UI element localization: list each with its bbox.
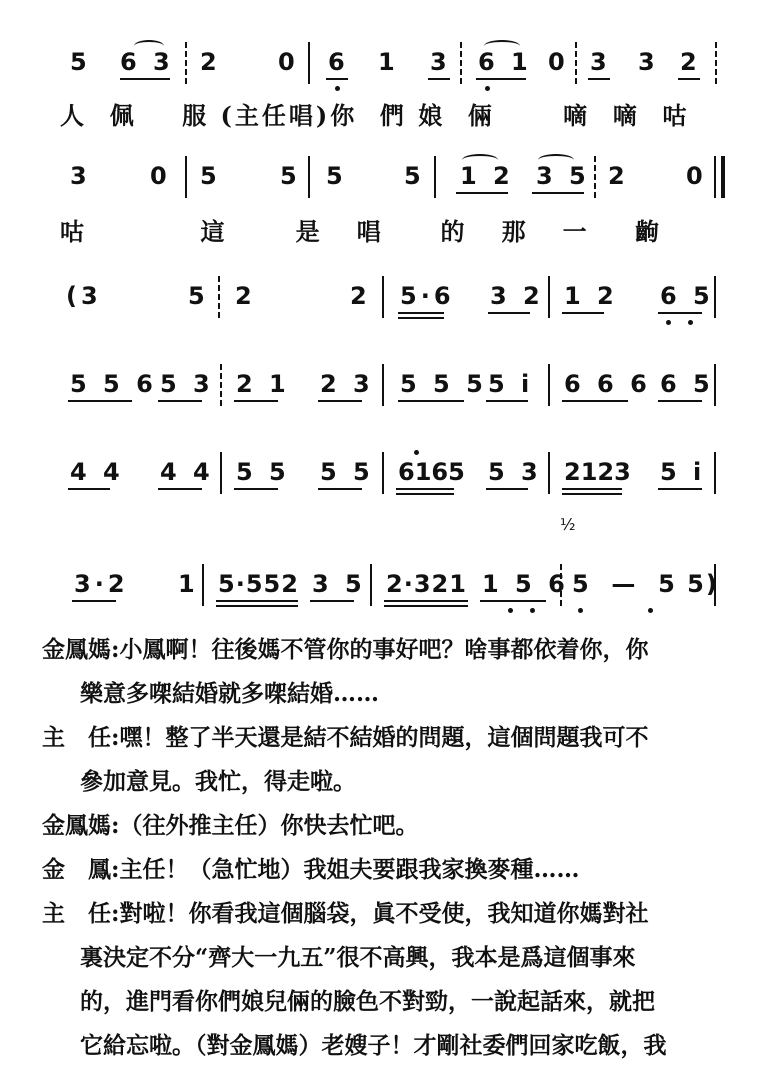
- beam: [486, 400, 528, 402]
- note: 5: [404, 162, 425, 190]
- note: 5: [326, 162, 347, 190]
- beam: [216, 605, 298, 607]
- dialogue-line: [42, 848, 742, 892]
- note: 5 i: [660, 458, 706, 486]
- dialogue-line: [42, 1024, 742, 1068]
- score-row-4: [60, 370, 740, 410]
- beam: [216, 600, 298, 602]
- score-row-1: [60, 48, 740, 88]
- beam: [234, 488, 278, 490]
- note: 5: [280, 162, 301, 190]
- note: 6: [328, 48, 349, 76]
- barline: [715, 42, 717, 84]
- beam: [398, 400, 464, 402]
- note: 5: [200, 162, 221, 190]
- barline: [714, 364, 716, 406]
- beam: [326, 78, 348, 80]
- beam: [678, 78, 700, 80]
- note: 3 2: [490, 282, 544, 310]
- note: 2·321: [386, 570, 467, 598]
- octave-dot: [648, 608, 653, 613]
- dialogue-text: 參加意見。我忙，得走啦。: [80, 768, 356, 795]
- dialogue-text: （往外推主任）你快去忙吧。: [119, 812, 419, 839]
- barline: [218, 276, 220, 318]
- beam: [68, 488, 110, 490]
- beam: [384, 600, 468, 602]
- barline: [548, 452, 550, 494]
- final-barline: [714, 156, 725, 198]
- slur: [462, 154, 498, 166]
- note: 5 — 5 5): [572, 570, 719, 598]
- beam: [398, 317, 444, 319]
- note: (3: [66, 282, 102, 310]
- note: 6 5: [660, 370, 714, 398]
- note: 5·6: [400, 282, 455, 310]
- beam: [234, 400, 278, 402]
- note: 4 4: [70, 458, 124, 486]
- slur: [538, 154, 574, 166]
- dialogue-text: 它給忘啦。（對金鳳媽）老嫂子！才剛社委們回家吃飯，我: [80, 1032, 667, 1059]
- beam: [658, 400, 702, 402]
- beam: [384, 605, 468, 607]
- beam: [318, 488, 362, 490]
- barline: [714, 276, 716, 318]
- note: 5 5 5: [400, 370, 487, 398]
- note: 5 i: [488, 370, 534, 398]
- barline: [382, 276, 384, 318]
- octave-dot: [335, 86, 340, 91]
- speaker-name: 主 任:: [42, 724, 120, 751]
- score-row-6: [60, 570, 740, 610]
- barline: [434, 156, 436, 198]
- dialogue-block: [42, 628, 742, 1068]
- beam: [562, 312, 604, 314]
- beam: [658, 312, 702, 314]
- beam: [310, 600, 354, 602]
- note: 2 3: [320, 370, 374, 398]
- note: 3: [638, 48, 659, 76]
- dialogue-text: 對啦！你看我這個腦袋，眞不受使，我知道你媽對社: [119, 900, 649, 927]
- beam: [318, 400, 362, 402]
- octave-dot: [688, 320, 693, 325]
- dialogue-line: [42, 760, 742, 804]
- dialogue-line: [42, 980, 742, 1024]
- note: 2: [608, 162, 629, 190]
- beam: [488, 312, 530, 314]
- beam: [562, 493, 622, 495]
- slur: [134, 40, 164, 52]
- note: 1: [178, 570, 199, 598]
- note: 5: [70, 48, 91, 76]
- barline: [308, 42, 310, 84]
- barline: [220, 452, 222, 494]
- note: 1 2: [564, 282, 618, 310]
- note: 2 1: [236, 370, 290, 398]
- octave-dot: [530, 608, 535, 613]
- note: 5·552: [218, 570, 299, 598]
- dialogue-text: 主任！（急忙地）我姐夫要跟我家換麥種……: [119, 856, 580, 883]
- note: 2: [350, 282, 371, 310]
- beam: [562, 488, 622, 490]
- note: 3 5: [536, 162, 590, 190]
- note: 5 5: [236, 458, 290, 486]
- barline: [370, 564, 372, 606]
- note: 5: [188, 282, 209, 310]
- dialogue-text: 裏決定不分“齊大一九五”很不高興，我本是爲這個事來: [80, 944, 636, 971]
- octave-dot: [578, 608, 583, 613]
- dialogue-line: [42, 672, 742, 716]
- note: 1 5 6: [482, 570, 569, 598]
- barline: [308, 156, 310, 198]
- beam: [532, 192, 584, 194]
- barline: [560, 564, 562, 606]
- speaker-name: 主 任:: [42, 900, 120, 927]
- dialogue-line: [42, 716, 742, 760]
- note: 5 5 6: [70, 370, 157, 398]
- speaker-name: 金鳳媽:: [42, 812, 120, 839]
- note: 3: [70, 162, 91, 190]
- barline: [548, 364, 550, 406]
- octave-dot: [666, 320, 671, 325]
- note: 6 6 6: [564, 370, 651, 398]
- beam: [68, 400, 132, 402]
- beam: [486, 488, 528, 490]
- note: 0: [686, 162, 707, 190]
- octave-dot: [414, 450, 419, 455]
- note: 2: [200, 48, 221, 76]
- barline: [714, 452, 716, 494]
- note: 3·2: [74, 570, 129, 598]
- segno-mark: ½: [560, 515, 576, 534]
- score-row-5: [60, 458, 740, 498]
- octave-dot: [508, 608, 513, 613]
- barline: [382, 452, 384, 494]
- note: 6 5: [660, 282, 714, 310]
- beam: [120, 78, 170, 80]
- beam: [562, 400, 628, 402]
- dialogue-line: [42, 892, 742, 936]
- beam: [398, 312, 444, 314]
- beam: [480, 600, 546, 602]
- dialogue-text: 小鳳啊！往後媽不管你的事好吧？啥事都依着你，你: [119, 636, 649, 663]
- beam: [396, 488, 454, 490]
- beam: [72, 600, 116, 602]
- note: 0: [150, 162, 171, 190]
- score-row-3: [60, 282, 740, 322]
- speaker-name: 金鳳媽:: [42, 636, 120, 663]
- speaker-name: 金 鳳:: [42, 856, 120, 883]
- note: 2: [235, 282, 256, 310]
- note: 5 3: [160, 370, 214, 398]
- dialogue-line: [42, 804, 742, 848]
- note: 2123: [564, 458, 631, 486]
- note: 5 3: [488, 458, 542, 486]
- lyrics-row-1: 人 佩 服 (主任唱)你 們 娘 倆 嘀 嘀 咕: [60, 101, 690, 130]
- note: 2: [680, 48, 701, 76]
- note: 4 4: [160, 458, 214, 486]
- beam: [658, 488, 702, 490]
- octave-dot: [485, 86, 490, 91]
- note: 1: [378, 48, 399, 76]
- dialogue-text: 樂意多㗎結婚就多㗎結婚……: [80, 680, 379, 707]
- barline: [185, 156, 187, 198]
- barline: [185, 42, 187, 84]
- note: 6165: [398, 458, 465, 486]
- beam: [456, 192, 508, 194]
- barline: [220, 364, 222, 406]
- note: 6 1: [478, 48, 532, 76]
- beam: [428, 78, 450, 80]
- slur: [484, 40, 520, 52]
- barline: [548, 276, 550, 318]
- barline: [594, 156, 596, 198]
- beam: [588, 78, 610, 80]
- barline: [575, 42, 577, 84]
- note: 0: [278, 48, 299, 76]
- note: 3 5: [312, 570, 366, 598]
- beam: [476, 78, 526, 80]
- note: 0: [548, 48, 569, 76]
- dialogue-line: [42, 628, 742, 672]
- lyrics-row-2: 咕 這 是 唱 的 那 一 齣: [60, 217, 663, 246]
- note: 1 2: [460, 162, 514, 190]
- note: 3: [430, 48, 451, 76]
- note: 5 5: [320, 458, 374, 486]
- beam: [158, 488, 202, 490]
- barline: [382, 364, 384, 406]
- note: 3: [590, 48, 611, 76]
- barline: [714, 564, 716, 606]
- dialogue-text: 嘿！整了半天還是結不結婚的問題，這個問題我可不: [119, 724, 649, 751]
- barline: [202, 564, 204, 606]
- note: 6 3: [120, 48, 174, 76]
- beam: [158, 400, 202, 402]
- score-row-2: [60, 162, 740, 202]
- barline: [460, 42, 462, 84]
- beam: [396, 493, 454, 495]
- dialogue-line: [42, 936, 742, 980]
- dialogue-text: 的，進門看你們娘兒倆的臉色不對勁，一說起話來，就把: [80, 988, 655, 1015]
